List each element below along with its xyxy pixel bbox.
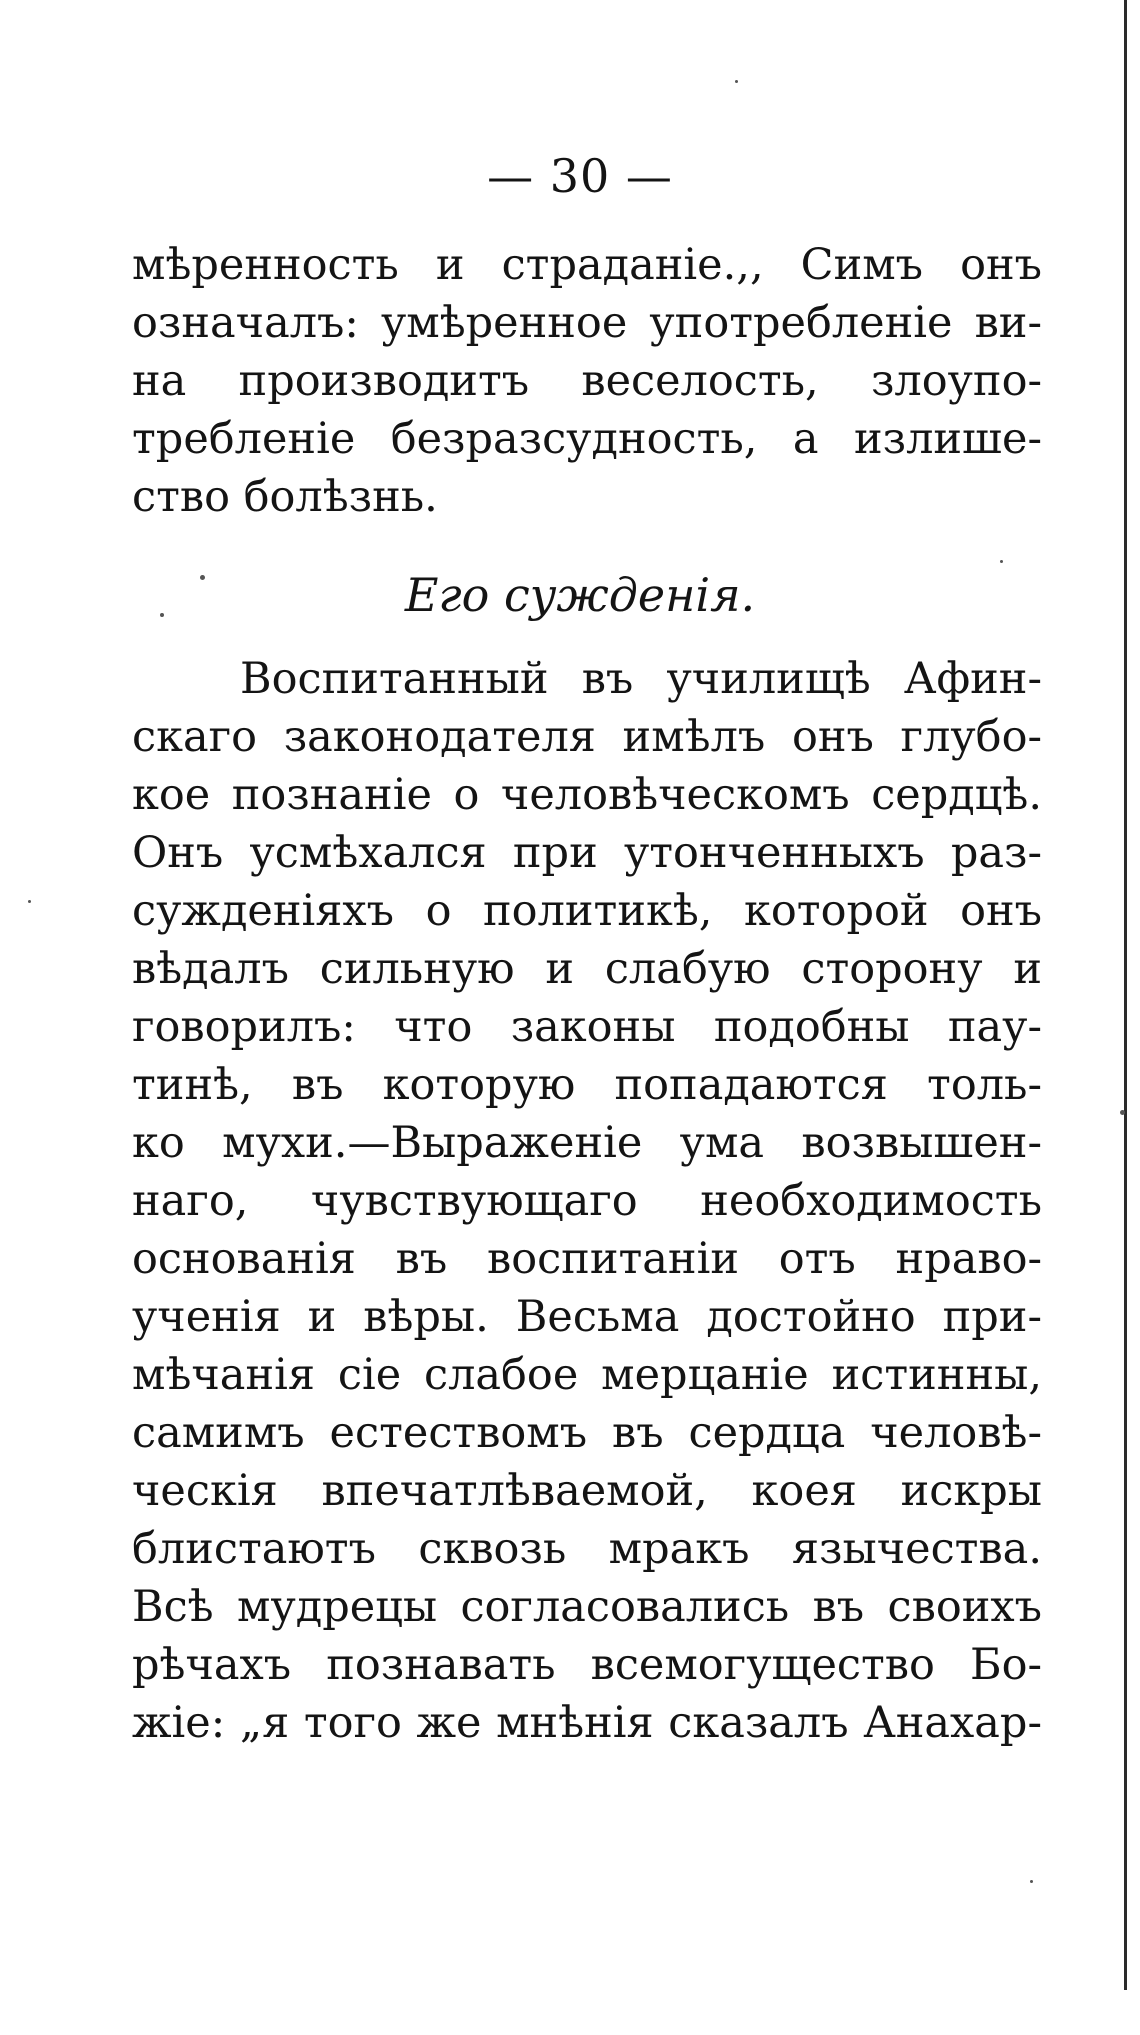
text-line: рѣчахъ познавать всемогущество Бо- <box>132 1640 1042 1690</box>
text-line: самимъ естествомъ въ сердца человѣ- <box>132 1408 1042 1458</box>
text-line: ученія и вѣры. Весьма достойно при- <box>132 1292 1042 1342</box>
paper-speck <box>28 900 31 903</box>
text-line: мѣчанія сіе слабое мерцаніе истинны, <box>132 1350 1042 1400</box>
paper-speck <box>160 613 164 617</box>
section-heading: Его сужденія. <box>404 568 756 622</box>
text-line: тинѣ, въ которую попадаются толь- <box>132 1060 1042 1110</box>
paper-speck <box>735 80 738 83</box>
page-edge-rule <box>1124 0 1127 1990</box>
text-line: основанія въ воспитаніи отъ нраво- <box>132 1234 1042 1284</box>
paper-speck <box>1000 560 1003 563</box>
text-line: скаго законодателя имѣлъ онъ глубо- <box>132 712 1042 762</box>
text-line: жіе: „я того же мнѣнія сказалъ Анахар- <box>132 1698 1042 1748</box>
text-line: мѣренность и страданіе.,, Симъ онъ <box>132 240 1042 290</box>
text-line: на производитъ веселость, злоупо- <box>132 356 1042 406</box>
text-line: Всѣ мудрецы согласовались въ своихъ <box>132 1582 1042 1632</box>
text-line: ческія впечатлѣваемой, коея искры <box>132 1466 1042 1516</box>
text-line: говорилъ: что законы подобны пау- <box>132 1002 1042 1052</box>
text-line: ко мухи.—Выраженіе ума возвышен- <box>132 1118 1042 1168</box>
text-line: означалъ: умѣренное употребленіе ви- <box>132 298 1042 348</box>
text-line: Онъ усмѣхался при утонченныхъ раз- <box>132 828 1042 878</box>
text-line: требленіе безразсудность, а излише- <box>132 414 1042 464</box>
text-line: наго, чувствующаго необходимость <box>132 1176 1042 1226</box>
text-line: кое познаніе о человѣческомъ сердцѣ. <box>132 770 1042 820</box>
paper-speck <box>1120 1110 1125 1115</box>
paper-speck <box>1030 1880 1033 1883</box>
text-line: Воспитанный въ училищѣ Афин- <box>240 654 1042 704</box>
page-number: — 30 — <box>487 149 673 203</box>
text-line: ство болѣзнь. <box>132 472 438 522</box>
text-line: блистаютъ сквозь мракъ язычества. <box>132 1524 1042 1574</box>
text-line: сужденіяхъ о политикѣ, которой онъ <box>132 886 1042 936</box>
text-line: вѣдалъ сильную и слабую сторону и <box>132 944 1042 994</box>
paper-speck <box>200 575 205 580</box>
